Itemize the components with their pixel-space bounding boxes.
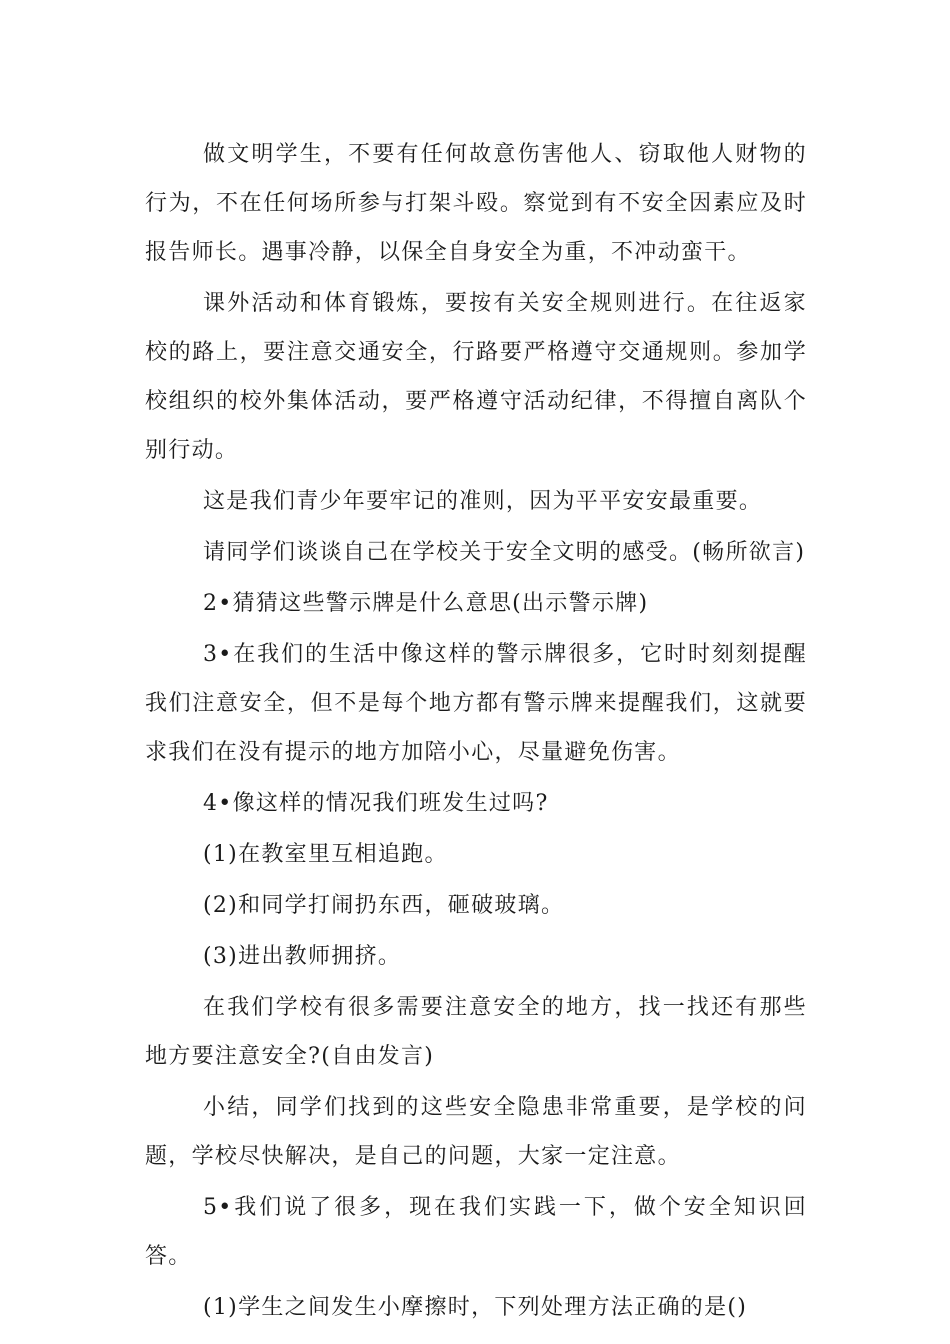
paragraph-rules-summary: 这是我们青少年要牢记的准则，因为平平安安最重要。 xyxy=(203,489,763,514)
paragraph-summary: 小结，同学们找到的这些安全隐患非常重要，是学校的问题，学校尽快解决，是自己的问题，大家一定注意。 xyxy=(145,1095,807,1169)
paragraph-item-3: 3•在我们的生活中像这样的警示牌很多，它时时刻刻提醒我们注意安全，但不是每个地方都有警示牌来提醒我们，这就要求我们在没有提示的地方加陪小心，尽量避免伤害。 xyxy=(145,642,807,765)
list-item-2: (2)和同学打闹扔东西，砸破玻璃。 xyxy=(203,893,565,918)
paragraph-outdoor-activities: 课外活动和体育锻炼，要按有关安全规则进行。在往返家校的路上，要注意交通安全，行路要严格遵守交通规则。参加学校组织的校外集体活动，要严格遵守活动纪律，不得擅自离队个别行动。 xyxy=(145,291,807,463)
question-1: (1)学生之间发生小摩擦时，下列处理方法正确的是() xyxy=(203,1295,748,1320)
paragraph-item-2: 2•猜猜这些警示牌是什么意思(出示警示牌) xyxy=(203,591,649,616)
list-item-3: (3)进出教师拥挤。 xyxy=(203,944,402,969)
paragraph-item-4: 4•像这样的情况我们班发生过吗? xyxy=(203,791,549,816)
list-item-1: (1)在教室里互相追跑。 xyxy=(203,842,448,867)
paragraph-item-5: 5•我们说了很多，现在我们实践一下，做个安全知识回答。 xyxy=(145,1195,807,1269)
document-body xyxy=(145,130,807,1332)
paragraph-share-feelings: 请同学们谈谈自己在学校关于安全文明的感受。(畅所欲言) xyxy=(203,540,806,565)
paragraph-find-hazards: 在我们学校有很多需要注意安全的地方，找一找还有那些地方要注意安全?(自由发言) xyxy=(145,995,807,1069)
paragraph-civilized-student: 做文明学生，不要有任何故意伤害他人、窃取他人财物的行为，不在任何场所参与打架斗殴。察觉到有不安全因素应及时报告师长。遇事冷静，以保全自身安全为重，不冲动蛮干。 xyxy=(145,142,807,265)
